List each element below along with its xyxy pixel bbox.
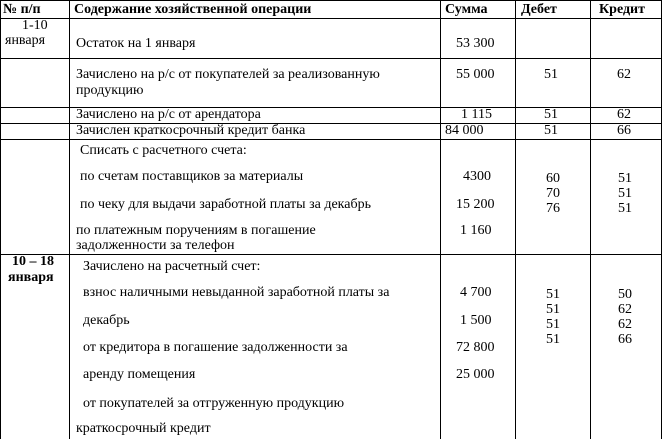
row-title: Списать с расчетного счета: <box>80 143 247 158</box>
row-credit: 66 <box>617 123 631 138</box>
row-sum: 4300 <box>463 169 491 184</box>
row-date: января <box>5 33 46 48</box>
row-credit: 51 <box>618 171 632 186</box>
row-debit: 70 <box>546 186 560 201</box>
row-debit: 51 <box>546 317 560 332</box>
row-debit: 51 <box>544 123 558 138</box>
row-border <box>0 58 662 59</box>
row-text: продукцию <box>76 83 144 98</box>
row-credit: 62 <box>618 317 632 332</box>
header-num: № п/п <box>3 2 41 17</box>
row-sum: 1 500 <box>460 313 492 328</box>
row-text: по счетам поставщиков за материалы <box>80 169 304 184</box>
col-border <box>0 0 1 439</box>
col-border <box>515 0 516 439</box>
row-text: от покупателей за отгруженную продукцию <box>83 396 345 411</box>
header-content: Содержание хозяйственной операции <box>74 2 312 17</box>
row-border <box>0 0 662 1</box>
header-debit: Дебет <box>521 2 557 17</box>
header-sum: Сумма <box>445 2 488 17</box>
row-sum: 4 700 <box>460 285 492 300</box>
row-debit: 51 <box>546 287 560 302</box>
row-text: Зачислен краткосрочный кредит банка <box>76 123 306 138</box>
row-sum: 1 115 <box>461 107 492 122</box>
row-text: Остаток на 1 января <box>76 36 196 51</box>
row-credit: 51 <box>618 201 632 216</box>
col-border <box>69 0 70 439</box>
row-text: взнос наличными невыданной заработной платы за <box>83 285 390 300</box>
row-text: от кредитора в погашение задолженности за <box>83 340 348 355</box>
row-title: Зачислено на расчетный счет: <box>83 259 261 274</box>
row-debit: 51 <box>544 67 558 82</box>
row-credit: 62 <box>618 302 632 317</box>
row-border <box>0 18 662 19</box>
row-credit: 51 <box>618 186 632 201</box>
row-text: краткосрочный кредит <box>76 421 211 436</box>
row-text: по платежным поручениям в погашение <box>76 223 316 238</box>
row-border <box>0 254 662 255</box>
row-debit: 51 <box>546 332 560 347</box>
row-debit: 60 <box>546 171 560 186</box>
row-date: 1-10 <box>22 18 48 33</box>
row-text: аренду помещения <box>83 367 196 382</box>
row-date: 10 – 18 <box>12 254 54 269</box>
row-sum: 1 160 <box>460 223 492 238</box>
row-text: по чеку для выдачи заработной платы за декабрь <box>80 197 371 212</box>
row-debit: 76 <box>546 201 560 216</box>
row-sum: 84 000 <box>445 123 484 138</box>
row-credit: 66 <box>618 332 632 347</box>
header-credit: Кредит <box>599 2 645 17</box>
row-debit: 51 <box>546 302 560 317</box>
row-sum: 53 300 <box>456 36 495 51</box>
col-border <box>440 0 441 439</box>
row-credit: 50 <box>618 287 632 302</box>
row-credit: 62 <box>617 107 631 122</box>
row-debit: 51 <box>544 107 558 122</box>
row-sum: 15 200 <box>456 197 495 212</box>
row-text: Зачислено на р/с от покупателей за реализованную <box>76 67 380 82</box>
row-date: января <box>8 270 54 285</box>
row-sum: 72 800 <box>456 340 495 355</box>
row-sum: 25 000 <box>456 367 495 382</box>
row-credit: 62 <box>617 67 631 82</box>
row-text: задолженности за телефон <box>76 238 235 253</box>
row-border <box>0 139 662 140</box>
row-sum: 55 000 <box>456 67 495 82</box>
col-border <box>590 0 591 439</box>
row-text: декабрь <box>83 313 130 328</box>
row-text: Зачислено на р/с от арендатора <box>76 107 261 122</box>
